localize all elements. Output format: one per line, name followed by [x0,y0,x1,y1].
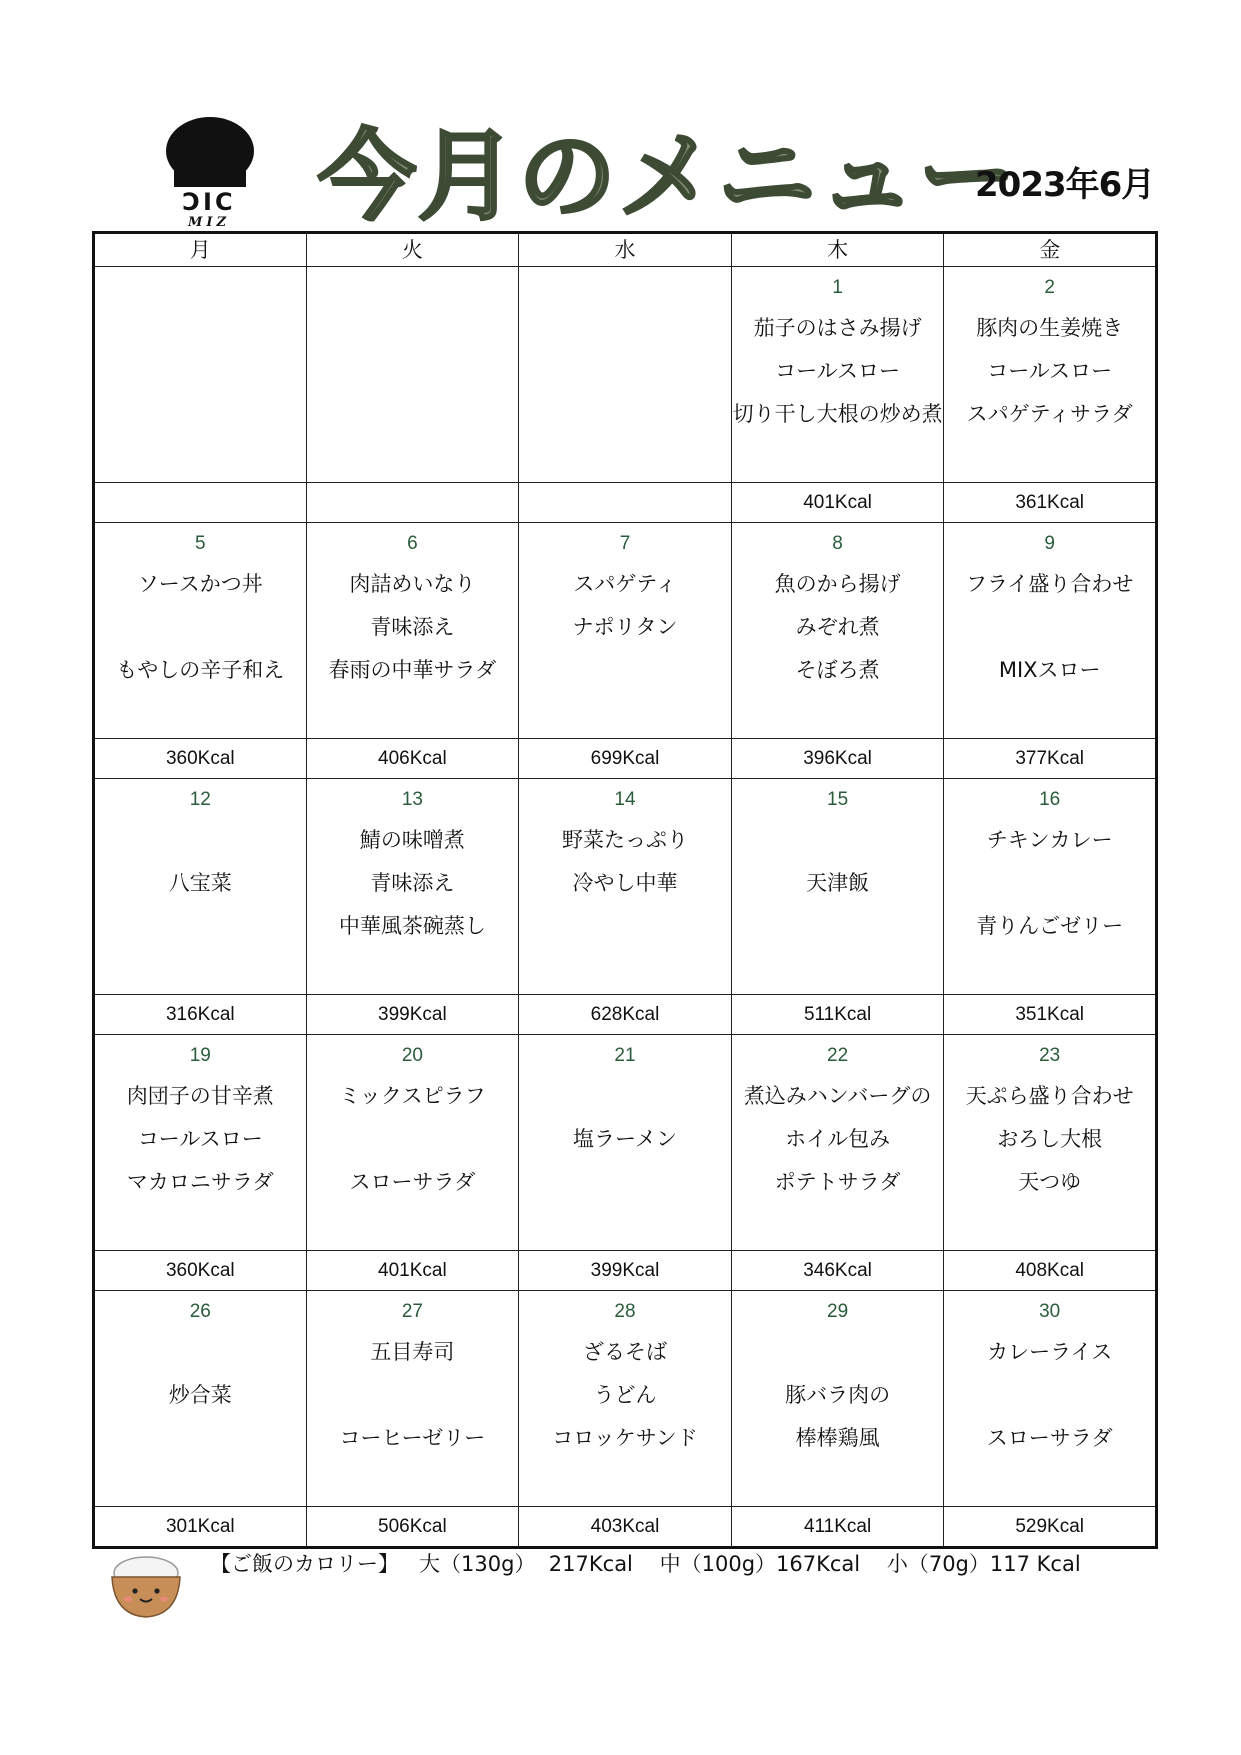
calorie-row [94,995,1157,1035]
menu-item [95,1331,306,1374]
calorie-cell: 403Kcal [519,1507,732,1548]
day-number [519,267,731,307]
calorie-cell: 506Kcal [306,1507,519,1548]
menu-item [519,1161,731,1204]
calorie-row [94,483,1157,523]
day-number: 6 [407,533,418,554]
menu-item [307,307,519,350]
day-number: 1 [832,277,843,298]
menu-item: ホイル包み [785,1127,891,1151]
calorie-cell: 628Kcal [519,995,732,1035]
menu-item: 切り干し大根の炒め煮 [732,402,943,426]
menu-item: ミックスピラフ [339,1084,486,1108]
menu-item [732,819,944,862]
menu-item: マカロニサラダ [126,1170,274,1194]
menu-item: MIXスロー [998,658,1101,682]
calorie-row [94,1507,1157,1548]
menu-item: スローサラダ [349,1170,476,1194]
menu-item: コールスロー [987,359,1113,383]
menu-item: 春雨の中華サラダ [328,658,497,682]
day-number: 20 [401,1045,423,1066]
menu-item: 肉詰めいなり [349,572,476,596]
menu-item: チキンカレー [986,828,1113,852]
menu-week-row [94,1291,1157,1507]
day-cell [306,523,519,739]
footer-label: 【ご飯のカロリー】 [210,1552,399,1576]
day-number: 26 [189,1301,211,1322]
day-cell [731,267,944,483]
menu-item [95,1417,306,1460]
calorie-cell: 406Kcal [306,739,519,779]
weekday-thu: 木 [731,233,944,267]
day-cell [944,523,1157,739]
menu-item [519,393,731,436]
menu-item [519,649,731,692]
day-cell [944,779,1157,995]
day-cell [94,1035,307,1251]
day-number: 28 [614,1301,636,1322]
menu-item: 魚のから揚げ [774,572,901,596]
logo-subtext: MIZ [188,215,230,230]
logo [150,115,270,235]
menu-item: コールスロー [137,1127,263,1151]
month-label: 2023年6月 [975,165,1155,205]
menu-item: 茄子のはさみ揚げ [753,316,922,340]
menu-item [519,307,731,350]
day-number: 14 [614,789,636,810]
calorie-cell: 316Kcal [94,995,307,1035]
calorie-cell: 411Kcal [731,1507,944,1548]
day-cell [306,779,519,995]
menu-item: 煮込みハンバーグの [743,1084,932,1108]
menu-item [732,905,944,948]
day-number: 15 [827,789,849,810]
day-cell [306,1035,519,1251]
menu-item [95,606,306,649]
day-number: 23 [1039,1045,1061,1066]
day-number: 13 [401,789,423,810]
menu-item: カレーライス [987,1340,1113,1364]
menu-item: 天津飯 [806,871,870,895]
calorie-cell: 377Kcal [944,739,1157,779]
chef-hat-icon [150,115,270,190]
day-cell [944,1291,1157,1507]
page-title: 今月のメニュー [318,120,1019,234]
calorie-cell [306,483,519,523]
menu-item: 天ぷら盛り合わせ [965,1084,1134,1108]
calorie-cell: 351Kcal [944,995,1157,1035]
day-cell [519,1291,732,1507]
menu-week-row [94,267,1157,483]
calorie-row [94,1251,1157,1291]
menu-calendar [92,231,1158,1549]
day-cell [731,1035,944,1251]
menu-item: 中華風茶碗蒸し [338,914,486,938]
menu-item: スパゲティ [573,572,677,596]
menu-item: もやしの辛子和え [116,658,285,682]
calorie-cell: 399Kcal [519,1251,732,1291]
menu-item [732,1331,944,1374]
calorie-cell [519,483,732,523]
day-number: 22 [827,1045,849,1066]
menu-item [519,1075,731,1118]
rice-calorie-footer [210,1548,1081,1578]
day-cell [944,1035,1157,1251]
menu-item: 野菜たっぷり [561,828,688,852]
menu-item: 棒棒鶏風 [795,1426,880,1450]
day-number: 8 [832,533,843,554]
menu-item [95,307,306,350]
calorie-cell: 401Kcal [306,1251,519,1291]
day-number: 9 [1044,533,1055,554]
menu-item [95,350,306,393]
calorie-cell: 399Kcal [306,995,519,1035]
calorie-cell: 401Kcal [731,483,944,523]
day-number: 27 [401,1301,423,1322]
calorie-cell: 361Kcal [944,483,1157,523]
weekday-tue: 火 [306,233,519,267]
menu-item: 炒合菜 [168,1383,232,1407]
weekday-mon: 月 [94,233,307,267]
menu-item [307,393,519,436]
menu-item [307,1374,519,1417]
menu-item: コールスロー [775,359,901,383]
calorie-cell: 360Kcal [94,739,307,779]
day-cell [944,267,1157,483]
menu-item [944,862,1155,905]
day-cell [731,779,944,995]
day-cell [94,779,307,995]
footer-large: 大（130g） 217Kcal [419,1552,633,1576]
day-cell [519,267,732,483]
day-number: 16 [1039,789,1061,810]
menu-item: 塩ラーメン [573,1127,677,1151]
menu-item: そぼろ煮 [795,658,880,682]
day-number: 5 [195,533,206,554]
menu-item: みぞれ煮 [795,615,880,639]
menu-item [95,819,306,862]
menu-week-row [94,779,1157,995]
menu-item [95,905,306,948]
day-cell [731,1291,944,1507]
menu-item [307,350,519,393]
day-cell [731,523,944,739]
calorie-cell: 396Kcal [731,739,944,779]
day-cell [519,1035,732,1251]
menu-item: コーヒーゼリー [339,1426,486,1450]
day-number [95,267,306,307]
menu-item: ナポリタン [572,615,678,639]
menu-item: ソースかつ丼 [137,572,263,596]
menu-item: 肉団子の甘辛煮 [126,1084,274,1108]
menu-item: 鯖の味噌煮 [359,828,465,852]
menu-item [519,350,731,393]
menu-item: フライ盛り合わせ [966,572,1134,596]
menu-item: 八宝菜 [168,871,232,895]
menu-item: 冷やし中華 [572,871,678,895]
menu-item [944,1374,1155,1417]
menu-item: 青味添え [370,615,455,639]
menu-item: スローサラダ [986,1426,1113,1450]
menu-item: ざるそば [582,1340,667,1364]
calorie-cell: 511Kcal [731,995,944,1035]
menu-week-row [94,1035,1157,1251]
menu-item: おろし大根 [997,1127,1103,1151]
weekday-header-row [94,233,1157,267]
day-number: 2 [1044,277,1055,298]
menu-item: 五目寿司 [370,1340,455,1364]
logo-text: ƆIC [182,188,236,216]
day-cell [94,523,307,739]
calorie-row [94,739,1157,779]
calorie-cell: 408Kcal [944,1251,1157,1291]
menu-item: 青味添え [370,871,455,895]
footer-small: 小（70g）117 Kcal [886,1552,1081,1576]
day-cell [306,1291,519,1507]
day-number: 30 [1039,1301,1061,1322]
menu-item [944,606,1155,649]
menu-item: スパゲティサラダ [966,402,1133,426]
calorie-cell: 529Kcal [944,1507,1157,1548]
day-number: 29 [827,1301,849,1322]
calorie-cell [94,483,307,523]
day-number: 19 [189,1045,211,1066]
day-number [307,267,519,307]
calorie-cell: 346Kcal [731,1251,944,1291]
menu-item: 豚肉の生姜焼き [976,316,1124,340]
footer-medium: 中（100g）167Kcal [659,1552,861,1576]
menu-item: うどん [593,1383,657,1407]
calorie-cell: 301Kcal [94,1507,307,1548]
day-number: 12 [189,789,211,810]
menu-item [519,905,731,948]
menu-item [95,393,306,436]
day-cell [94,267,307,483]
day-cell [519,523,732,739]
menu-item: ポテトサラダ [774,1170,901,1194]
day-cell [306,267,519,483]
menu-item [307,1118,519,1161]
menu-item: 豚バラ肉の [785,1383,891,1407]
day-number: 21 [614,1045,636,1066]
menu-week-row [94,523,1157,739]
menu-item: 青りんごゼリー [976,914,1124,938]
menu-item: 天つゆ [1018,1170,1082,1194]
weekday-fri: 金 [944,233,1157,267]
day-cell [94,1291,307,1507]
day-cell [519,779,732,995]
rice-bowl-icon [106,1547,186,1622]
calorie-cell: 360Kcal [94,1251,307,1291]
weekday-wed: 水 [519,233,732,267]
menu-item: コロッケサンド [552,1426,698,1450]
calorie-cell: 699Kcal [519,739,732,779]
day-number: 7 [619,533,631,554]
